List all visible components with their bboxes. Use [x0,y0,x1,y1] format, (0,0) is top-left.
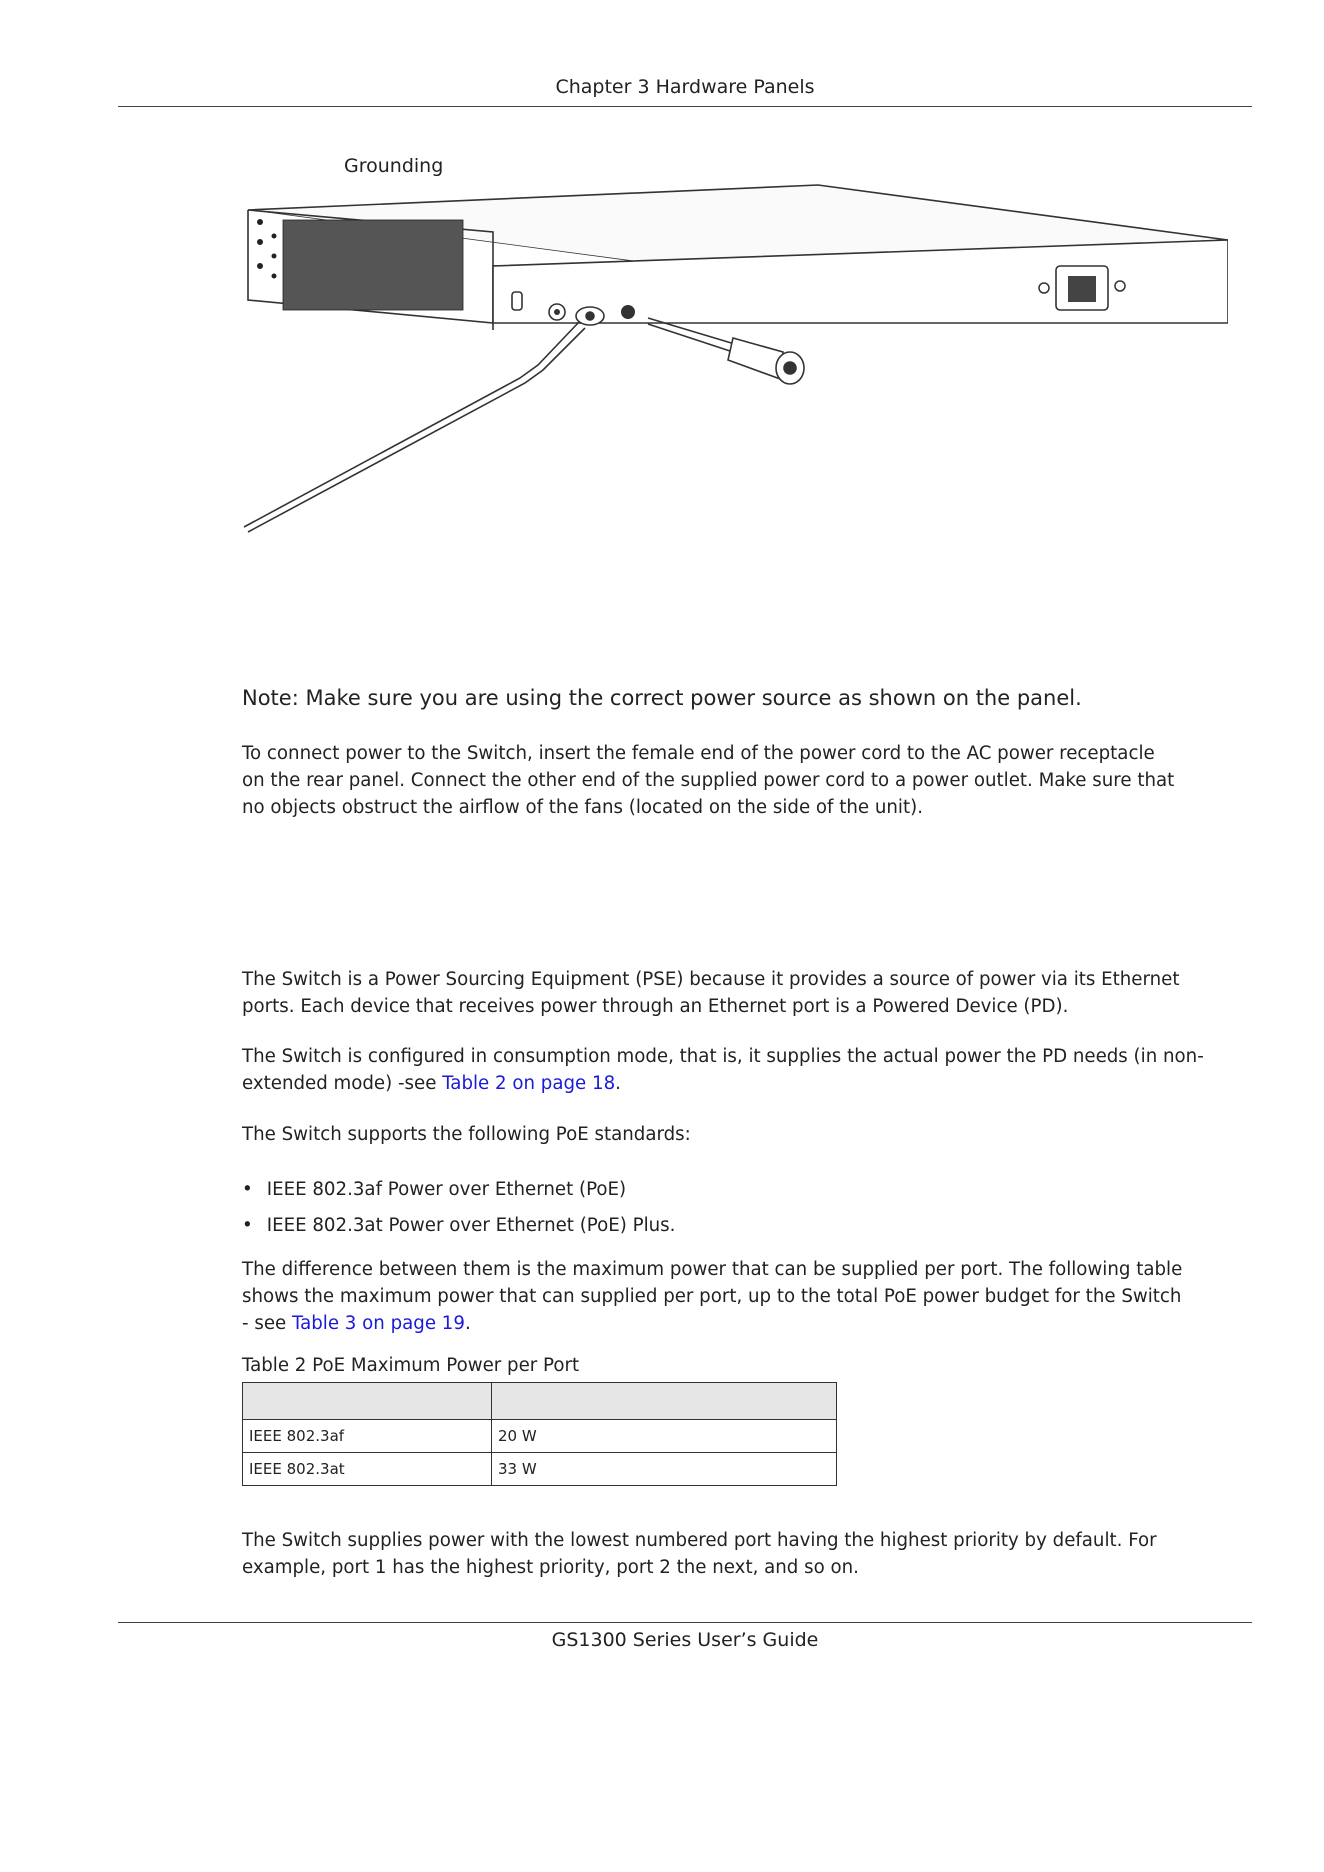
table-caption: Table 2 PoE Maximum Power per Port [242,1355,580,1376]
table-header-row [243,1383,837,1420]
table-cell: IEEE 802.3at [243,1453,492,1486]
page-header [118,72,1252,107]
standards-list [242,1172,675,1244]
difference-paragraph: The difference between them is the maximum power that can be supplied per port. The following table shows the maximum power that can supplied per port, up to the total PoE power budget for the Switch - see Table 3 on page 19. [242,1259,1183,1334]
page-footer [118,1622,1252,1651]
list-item: • IEEE 802.3at Power over Ethernet (PoE) Plus. [242,1208,675,1244]
pse-paragraph: The Switch is a Power Sourcing Equipment (PSE) because it provides a source of power via its Ethernet ports. Each device that receives power through an Ethernet port is a Powered Device (PD). [242,969,1180,1017]
chapter-title: Chapter 3 Hardware Panels [555,76,815,98]
power-paragraph: To connect power to the Switch, insert the female end of the power cord to the AC power receptacle on the rear panel. Connect the other end of the supplied power cord to a power outlet. Make sure that no objects obstruct the airflow of the fans (located on the side of the unit). [242,743,1175,818]
power-source-note: Note: Make sure you are using the correct power source as shown on the panel. [242,686,1082,710]
table-header-cell [243,1383,492,1420]
grounding-illustration [238,180,1228,550]
table-2-link[interactable]: Table 2 on page 18 [442,1073,616,1094]
table-3-link[interactable]: Table 3 on page 19 [291,1313,465,1334]
poe-power-table [242,1382,837,1486]
table-cell: IEEE 802.3af [243,1420,492,1453]
table-cell: 20 W [492,1420,837,1453]
figure-caption: Grounding [344,155,444,177]
standards-intro: The Switch supports the following PoE standards: [242,1124,691,1145]
guide-title: GS1300 Series User’s Guide [551,1629,819,1651]
mode-paragraph: The Switch is configured in consumption mode, that is, it supplies the actual power the PD needs (in non- extended mode) -see Table 2 on page 18. [242,1046,1204,1094]
table-row [243,1420,837,1453]
priority-paragraph: The Switch supplies power with the lowest numbered port having the highest priority by default. For example, port 1 has the highest priority, port 2 the next, and so on. [242,1530,1157,1578]
list-item: • IEEE 802.3af Power over Ethernet (PoE) [242,1172,675,1208]
table-row [243,1453,837,1486]
table-cell: 33 W [492,1453,837,1486]
table-header-cell [492,1383,837,1420]
